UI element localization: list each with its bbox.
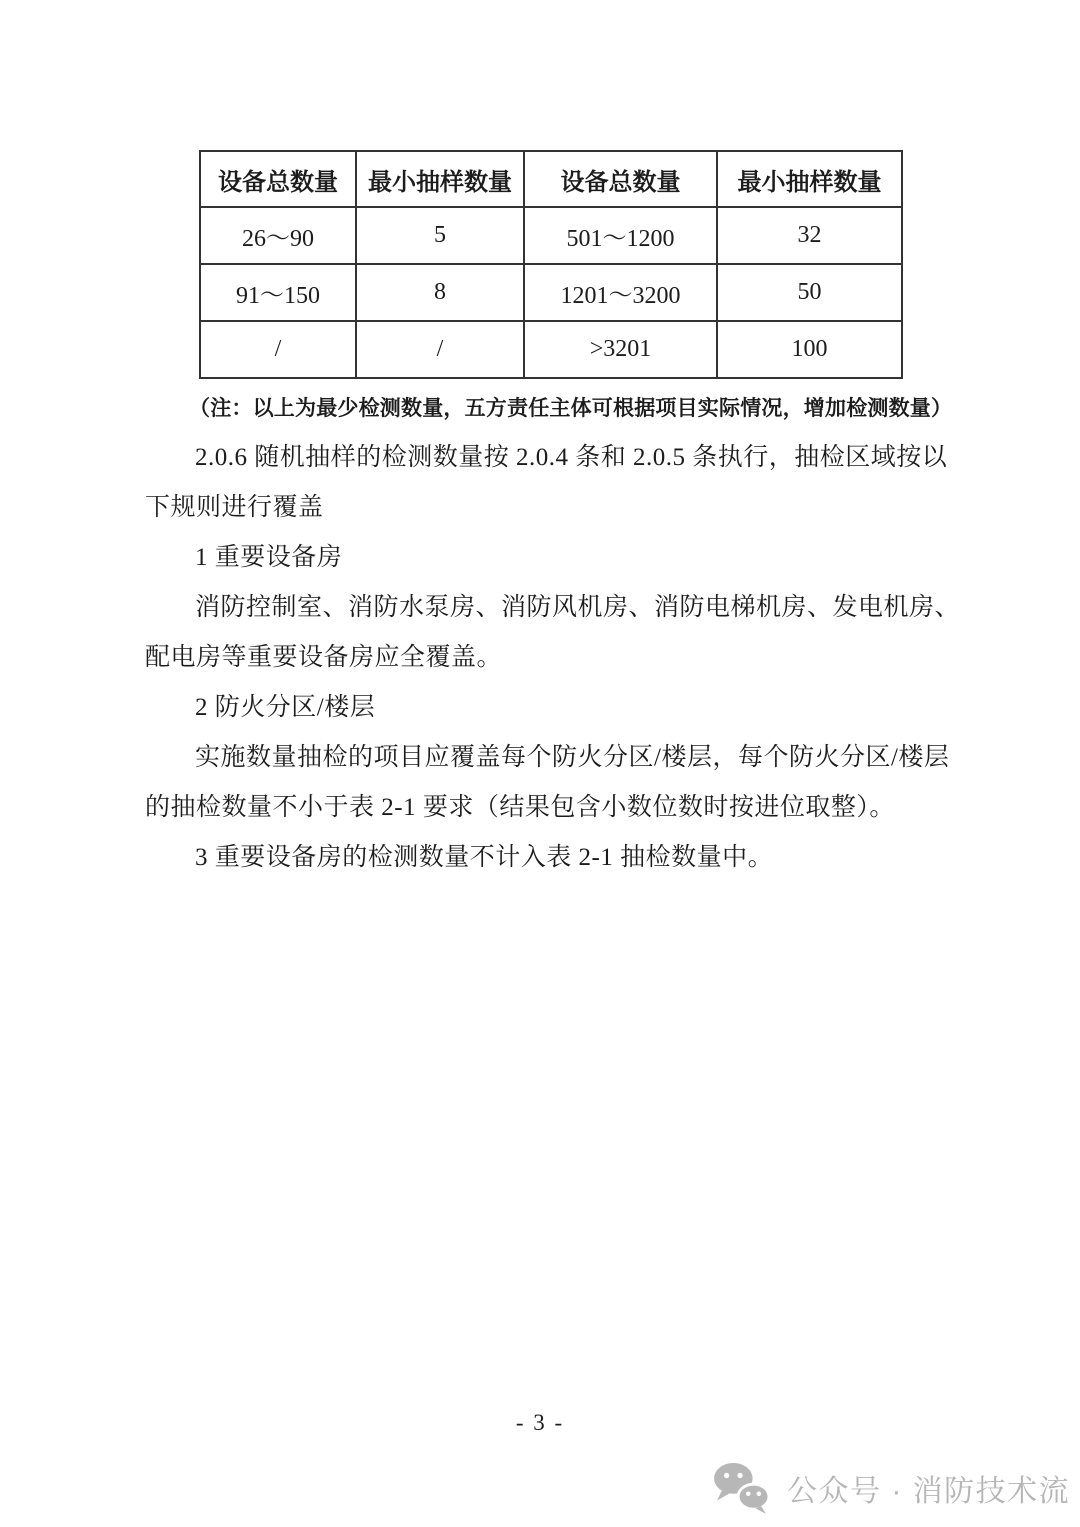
table-cell: 26～90	[200, 207, 356, 264]
item-2-body-line-2: 的抽检数量不小于表 2-1 要求（结果包含小数位数时按进位取整）。	[145, 794, 895, 821]
table-cell: 91～150	[200, 264, 356, 321]
table-cell: /	[200, 321, 356, 378]
table-cell: 501～1200	[524, 207, 717, 264]
table-cell: 8	[356, 264, 524, 321]
wechat-icon	[713, 1462, 771, 1514]
table-cell: 32	[717, 207, 902, 264]
item-1-heading: 1 重要设备房	[195, 544, 343, 571]
watermark-text: 公众号 · 消防技术流	[787, 1475, 1071, 1508]
table-row	[200, 321, 902, 378]
table-note: （注：以上为最少检测数量，五方责任主体可根据项目实际情况，增加检测数量）	[189, 396, 953, 420]
clause-206-line-1: 2.0.6 随机抽样的检测数量按 2.0.4 条和 2.0.5 条执行，抽检区域按以	[195, 444, 948, 471]
watermark	[713, 1462, 1070, 1514]
item-1-body-line-2: 配电房等重要设备房应全覆盖。	[145, 644, 503, 671]
sampling-quantity-table	[199, 150, 903, 379]
table-header-total-devices-2: 设备总数量	[524, 151, 717, 207]
table-header-min-sample-1: 最小抽样数量	[356, 151, 524, 207]
table-cell: 50	[717, 264, 902, 321]
page-number: - 3 -	[515, 1410, 565, 1435]
item-2-body-line-1: 实施数量抽检的项目应覆盖每个防火分区/楼层，每个防火分区/楼层	[195, 744, 950, 771]
table-cell: /	[356, 321, 524, 378]
item-1-body-line-1: 消防控制室、消防水泵房、消防风机房、消防电梯机房、发电机房、	[195, 594, 961, 621]
item-2-heading: 2 防火分区/楼层	[195, 694, 376, 721]
table-header-min-sample-2: 最小抽样数量	[717, 151, 902, 207]
table-cell: 1201～3200	[524, 264, 717, 321]
table-row	[200, 207, 902, 264]
table-row	[200, 264, 902, 321]
item-3-text: 3 重要设备房的检测数量不计入表 2-1 抽检数量中。	[195, 844, 774, 871]
table-cell: 100	[717, 321, 902, 378]
table-header-total-devices-1: 设备总数量	[200, 151, 356, 207]
clause-206-line-2: 下规则进行覆盖	[145, 494, 324, 521]
table-cell: >3201	[524, 321, 717, 378]
table-header-row	[200, 151, 902, 207]
body-text	[145, 383, 961, 883]
table-cell: 5	[356, 207, 524, 264]
